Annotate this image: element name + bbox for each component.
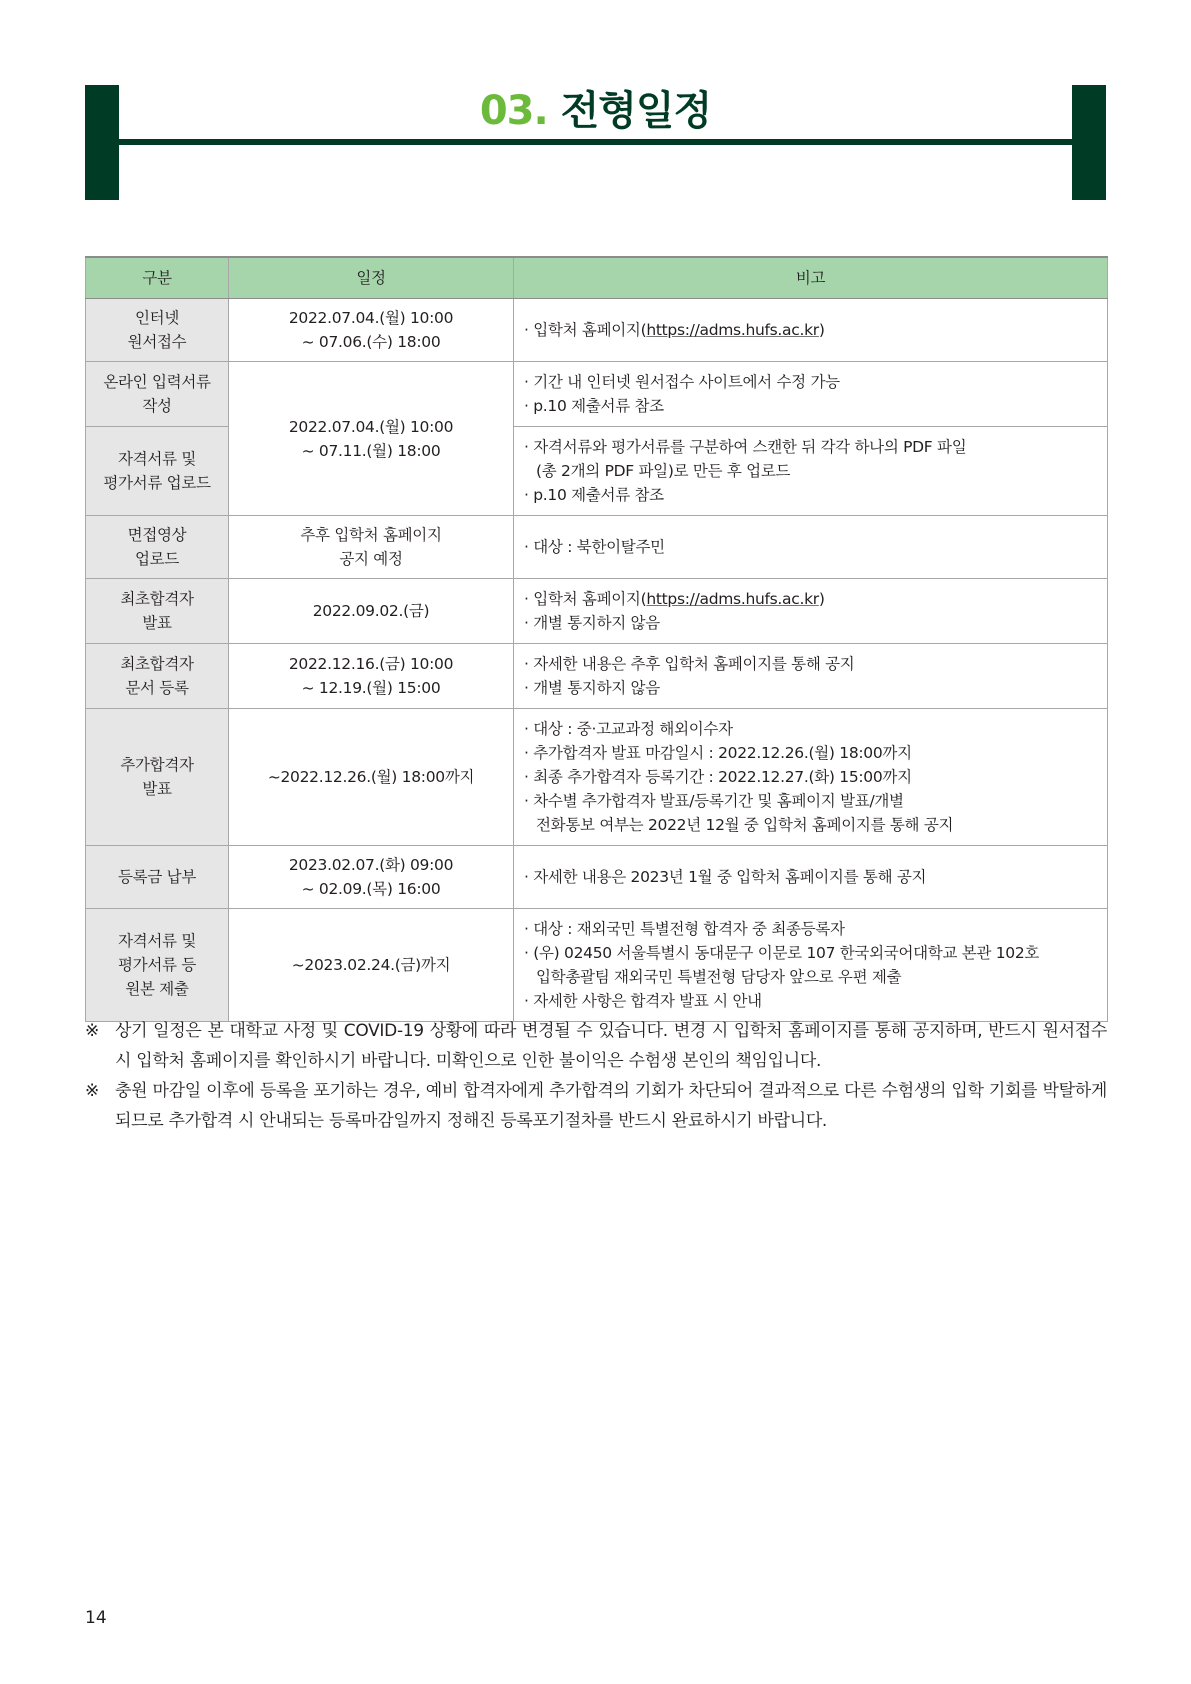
category-cell bbox=[86, 362, 229, 427]
note-line: · 자격서류와 평가서류를 구분하여 스캔한 뒤 각각 하나의 PDF 파일 bbox=[524, 438, 967, 456]
note-line: · p.10 제출서류 참조 bbox=[524, 486, 664, 504]
note-line bbox=[524, 587, 1106, 611]
note-line: · 최종 추가합격자 등록기간 : 2022.12.27.(화) 15:00까지 bbox=[524, 768, 912, 786]
date-line: 추후 입학처 홈페이지 bbox=[300, 526, 442, 544]
category-line: 원본 제출 bbox=[125, 980, 189, 998]
page-title bbox=[119, 83, 1072, 139]
section-title: 전형일정 bbox=[560, 88, 712, 134]
date-cell bbox=[229, 362, 514, 516]
category-line: 최초합격자 bbox=[120, 655, 194, 673]
category-line: 추가합격자 bbox=[120, 756, 194, 774]
date-line: ~2023.02.24.(금)까지 bbox=[291, 956, 451, 974]
column-header-date: 일정 bbox=[229, 257, 514, 299]
category-line: 원서접수 bbox=[127, 333, 187, 351]
table-row bbox=[86, 579, 1108, 644]
reference-mark: ※ bbox=[85, 1081, 99, 1101]
table-row bbox=[86, 362, 1108, 427]
note-text: ) bbox=[818, 321, 825, 339]
date-line: 2022.07.04.(월) 10:00 bbox=[288, 417, 454, 436]
category-line: 평가서류 등 bbox=[118, 956, 196, 974]
note-line: · 자세한 사항은 합격자 발표 시 안내 bbox=[524, 992, 762, 1010]
category-cell bbox=[86, 709, 229, 846]
section-number: 03. bbox=[479, 88, 548, 134]
homepage-link[interactable]: https://adms.hufs.ac.kr bbox=[646, 590, 819, 608]
note-cell bbox=[514, 299, 1108, 362]
category-line: 자격서류 및 bbox=[118, 450, 196, 468]
footnotes bbox=[85, 1016, 1107, 1136]
note-line: · 개별 통지하지 않음 bbox=[524, 679, 660, 697]
category-line: 문서 등록 bbox=[125, 679, 189, 697]
date-cell bbox=[229, 846, 514, 909]
category-line: 자격서류 및 bbox=[118, 932, 196, 950]
date-cell bbox=[229, 579, 514, 644]
date-line: 공지 예정 bbox=[339, 550, 403, 568]
category-cell bbox=[86, 846, 229, 909]
column-header-category: 구분 bbox=[86, 257, 229, 299]
note-cell bbox=[514, 427, 1108, 516]
footnote-item bbox=[85, 1016, 1107, 1076]
date-cell bbox=[229, 299, 514, 362]
date-line: ~2022.12.26.(월) 18:00까지 bbox=[267, 768, 475, 786]
date-line: 2022.12.16.(금) 10:00 bbox=[288, 655, 454, 673]
note-line: 전화통보 여부는 2022년 12월 중 입학처 홈페이지를 통해 공지 bbox=[536, 816, 954, 834]
category-line: 인터넷 bbox=[134, 309, 180, 327]
date-cell bbox=[229, 709, 514, 846]
date-line: ~ 07.06.(수) 18:00 bbox=[301, 333, 441, 351]
category-line: 발표 bbox=[142, 614, 172, 632]
date-line: ~ 02.09.(목) 16:00 bbox=[301, 880, 441, 898]
footnote-text: 상기 일정은 본 대학교 사정 및 COVID-19 상황에 따라 변경될 수 있습니다. 변경 시 입학처 홈페이지를 통해 공지하며, 반드시 원서접수 시 입학처 홈페이지를 확인하시기 바랍니다. 미확인으로 인한 불이익은 수험생 본인의 책임입니다. bbox=[115, 1021, 1107, 1071]
date-line: 2022.09.02.(금) bbox=[312, 602, 430, 620]
table-header-row bbox=[86, 257, 1108, 299]
date-cell bbox=[229, 909, 514, 1022]
note-cell bbox=[514, 516, 1108, 579]
note-line: · 대상 : 중·고교과정 해외이수자 bbox=[524, 720, 733, 738]
category-cell bbox=[86, 427, 229, 516]
category-cell bbox=[86, 579, 229, 644]
note-cell bbox=[514, 846, 1108, 909]
table-row bbox=[86, 516, 1108, 579]
table-row bbox=[86, 846, 1108, 909]
header-right-bar bbox=[1072, 85, 1106, 200]
date-line: 2023.02.07.(화) 09:00 bbox=[288, 856, 454, 874]
note-cell bbox=[514, 909, 1108, 1022]
note-text: · 입학처 홈페이지( bbox=[524, 590, 647, 608]
note-line: · 대상 : 북한이탈주민 bbox=[524, 538, 665, 556]
header-left-bar bbox=[85, 85, 119, 200]
column-header-note: 비고 bbox=[514, 257, 1108, 299]
table-row bbox=[86, 644, 1108, 709]
category-cell bbox=[86, 299, 229, 362]
note-text: ) bbox=[818, 590, 825, 608]
category-line: 발표 bbox=[142, 780, 172, 798]
reference-mark: ※ bbox=[85, 1021, 99, 1041]
category-cell bbox=[86, 644, 229, 709]
note-cell bbox=[514, 362, 1108, 427]
note-line: · p.10 제출서류 참조 bbox=[524, 397, 664, 415]
category-cell bbox=[86, 909, 229, 1022]
category-line: 최초합격자 bbox=[120, 590, 194, 608]
note-line: · 자세한 내용은 2023년 1월 중 입학처 홈페이지를 통해 공지 bbox=[524, 868, 927, 886]
note-cell bbox=[514, 644, 1108, 709]
category-line: 등록금 납부 bbox=[118, 868, 196, 886]
note-line: 입학총괄팀 재외국민 특별전형 담당자 앞으로 우편 제출 bbox=[536, 968, 902, 986]
note-line: · 기간 내 인터넷 원서접수 사이트에서 수정 가능 bbox=[524, 373, 840, 391]
category-line: 평가서류 업로드 bbox=[103, 474, 211, 492]
table-row bbox=[86, 299, 1108, 362]
date-cell bbox=[229, 644, 514, 709]
note-line: · 차수별 추가합격자 발표/등록기간 및 홈페이지 발표/개별 bbox=[524, 792, 904, 810]
date-cell bbox=[229, 516, 514, 579]
category-line: 온라인 입력서류 bbox=[103, 373, 211, 391]
schedule-table bbox=[85, 256, 1108, 1022]
homepage-link[interactable]: https://adms.hufs.ac.kr bbox=[646, 321, 819, 339]
date-line: ~ 07.11.(월) 18:00 bbox=[301, 441, 441, 460]
note-line: (총 2개의 PDF 파일)로 만든 후 업로드 bbox=[536, 462, 791, 480]
footnote-text: 충원 마감일 이후에 등록을 포기하는 경우, 예비 합격자에게 추가합격의 기회가 차단되어 결과적으로 다른 수험생의 입학 기회를 박탈하게 되므로 추가합격 시 안내되는 등록마감일까지 정해진 등록포기절차를 반드시 완료하시기 바랍니다. bbox=[115, 1081, 1107, 1131]
footnote-item bbox=[85, 1076, 1107, 1136]
note-cell bbox=[514, 579, 1108, 644]
category-line: 면접영상 bbox=[127, 526, 187, 544]
note-line: · (우) 02450 서울특별시 동대문구 이문로 107 한국외국어대학교 본관 102호 bbox=[524, 944, 1040, 962]
note-line: · 자세한 내용은 추후 입학처 홈페이지를 통해 공지 bbox=[524, 655, 855, 673]
note-text: · 입학처 홈페이지( bbox=[524, 321, 647, 339]
note-line: · 추가합격자 발표 마감일시 : 2022.12.26.(월) 18:00까지 bbox=[524, 744, 912, 762]
category-line: 작성 bbox=[142, 397, 172, 415]
header-rule bbox=[119, 139, 1072, 145]
note-line: · 개별 통지하지 않음 bbox=[524, 614, 660, 632]
table-row bbox=[86, 709, 1108, 846]
category-cell bbox=[86, 516, 229, 579]
note-cell bbox=[514, 709, 1108, 846]
note-line: · 대상 : 재외국민 특별전형 합격자 중 최종등록자 bbox=[524, 920, 845, 938]
page-number: 14 bbox=[85, 1608, 107, 1628]
date-line: ~ 12.19.(월) 15:00 bbox=[301, 679, 441, 697]
category-line: 업로드 bbox=[134, 550, 180, 568]
date-line: 2022.07.04.(월) 10:00 bbox=[288, 309, 454, 327]
table-row bbox=[86, 909, 1108, 1022]
note-line bbox=[524, 318, 1106, 342]
